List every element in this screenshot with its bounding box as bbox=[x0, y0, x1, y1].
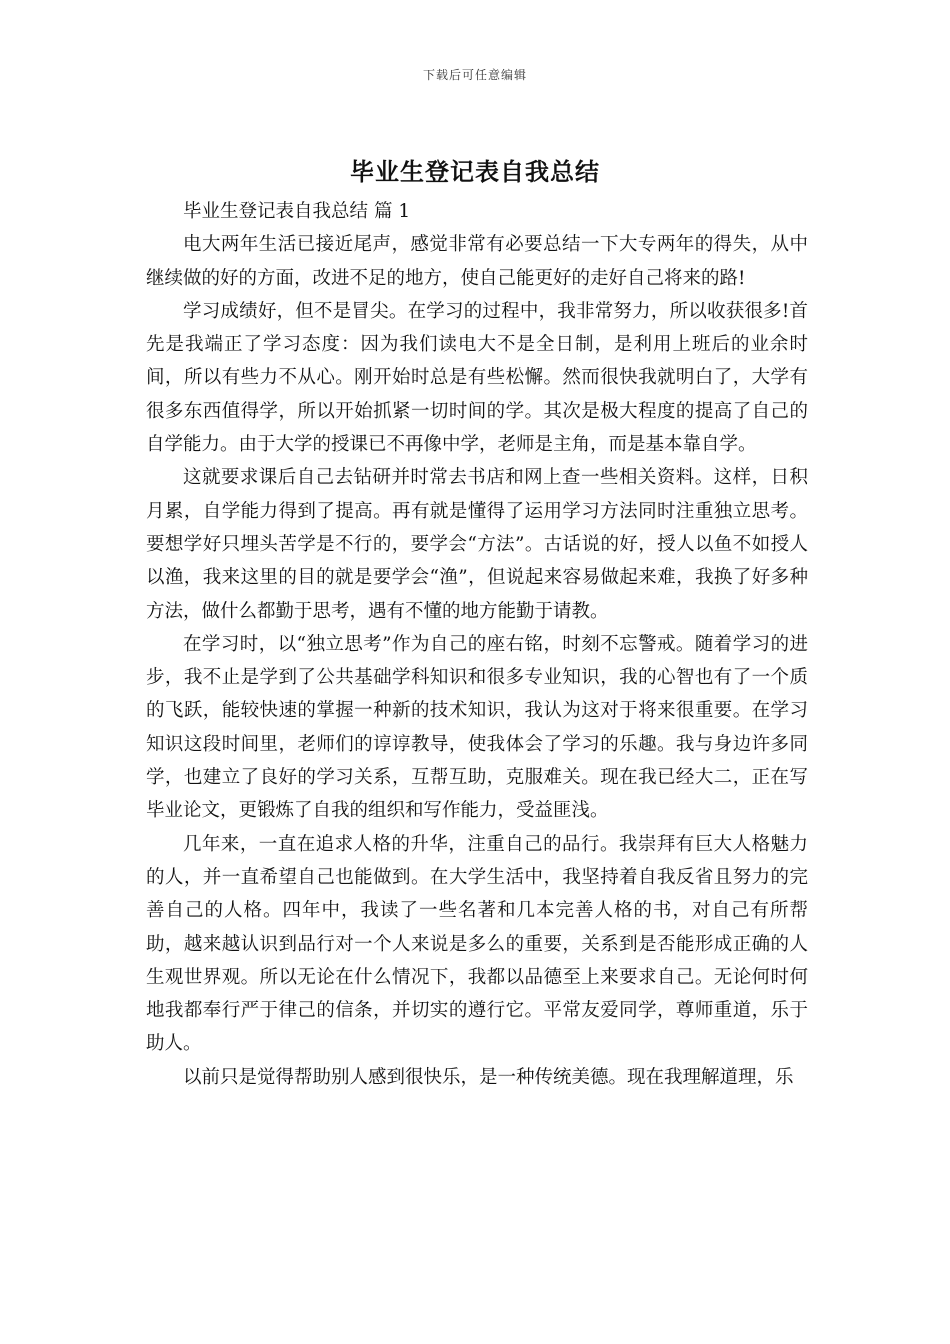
subtitle-text: 毕业生登记表自我总结 bbox=[183, 201, 369, 222]
section-subtitle bbox=[146, 195, 808, 228]
paragraph: 几年来，一直在追求人格的升华，注重自己的品行。我崇拜有巨大人格魅力的人，并一直希望自己也能做到。在大学生活中，我坚持着自我反省且努力的完善自己的人格。四年中，我读了一些名著和几本完善人格的书，对自己有所帮助，越来越认识到品行对一个人来说是多么的重要，关系到是否能形成正确的人生观世界观。所以无论在什么情况下，我都以品德至上来要求自己。无论何时何地我都奉行严于律己的信条，并切实的遵行它。平常友爱同学，尊师重道，乐于助人。 bbox=[146, 833, 808, 1055]
paragraph: 电大两年生活已接近尾声，感觉非常有必要总结一下大专两年的得失，从中继续做的好的方面，改进不足的地方，使自己能更好的走好自己将来的路! bbox=[146, 234, 808, 289]
header-note: 下载后可任意编辑 bbox=[422, 68, 527, 82]
paragraph: 这就要求课后自己去钻研并时常去书店和网上查一些相关资料。这样，日积月累，自学能力得到了提高。再有就是懂得了运用学习方法同时注重独立思考。要想学好只埋头苦学是不行的，要学会“方法”。古话说的好，授人以鱼不如授人以渔，我来这里的目的就是要学会“渔”，但说起来容易做起来难，我换了好多种方法，做什么都勤于思考，遇有不懂的地方能勤于请教。 bbox=[146, 467, 808, 622]
paragraph: 学习成绩好，但不是冒尖。在学习的过程中，我非常努力，所以收获很多!首先是我端正了学习态度：因为我们读电大不是全日制，是利用上班后的业余时间，所以有些力不从心。刚开始时总是有些松懈。然而很快我就明白了，大学有很多东西值得学，所以开始抓紧一切时间的学。其次是极大程度的提高了自己的自学能力。由于大学的授课已不再像中学，老师是主角，而是基本靠自学。 bbox=[146, 300, 808, 456]
paragraph: 以前只是觉得帮助别人感到很快乐，是一种传统美德。现在我理解道理，乐 bbox=[183, 1066, 794, 1088]
paragraph: 在学习时，以“独立思考”作为自己的座右铭，时刻不忘警戒。随着学习的进步，我不止是学到了公共基础学科知识和很多专业知识，我的心智也有了一个质的飞跃，能较快速的掌握一种新的技术知识，我认为这对于将来很重要。在学习知识这段时间里，老师们的谆谆教导，使我体会了学习的乐趣。我与身边许多同学，也建立了良好的学习关系，互帮互助，克服难关。现在我已经大二，正在写毕业论文，更锻炼了自我的组织和写作能力，受益匪浅。 bbox=[146, 633, 808, 822]
document-title: 毕业生登记表自我总结 bbox=[350, 157, 600, 186]
document-body bbox=[146, 195, 808, 1094]
part-label: 篇 1 bbox=[374, 201, 411, 222]
